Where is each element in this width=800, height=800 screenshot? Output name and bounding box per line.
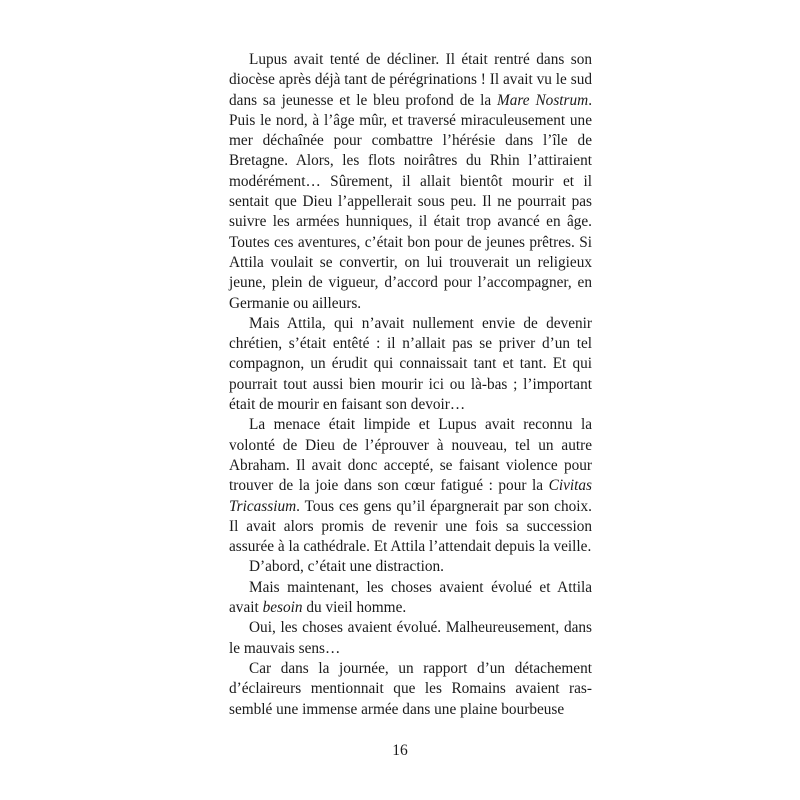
text-run: Mais Attila, qui n’avait nullement envie de devenir chrétien, s’était entêté : il n’allait pas se priver d’un tel compagnon, un érudit qui connaissait tant et tant. Et qui pourrait tout aussi bien mourir ici ou là-bas ; l’important était de mourir en faisant son devoir… xyxy=(229,314,592,414)
text-run: . Puis le nord, à l’âge mûr, et traversé miraculeusement une mer déchaînée pour combattre l’hérésie dans l’île de Bretagne. Alors, les flots noirâtres du Rhin l’attiraient modérément… Sûrement, il allait bientôt mourir et il sentait que Dieu l’appellerait sous peu. Il ne pourrait pas suivre les armées hunniques, il était trop avancé en âge. Toutes ces aventures, c’était bon pour de jeunes prêtres. Si Attila voulait se convertir, on lui trouverait un religieux jeune, plein de vigueur, d’accord pour l’accompagner, en Germanie ou ailleurs. xyxy=(229,91,593,312)
italic-text: Civitas Tricassium xyxy=(229,477,592,515)
italic-text: Mare Nostrum xyxy=(497,91,589,109)
paragraph xyxy=(229,314,592,415)
paragraph xyxy=(229,415,592,557)
text-run: Lupus avait tenté de décliner. Il était rentré dans son diocèse après déjà tant de pérégrinations ! Il avait vu le sud dans sa jeunesse et le bleu profond de la xyxy=(229,51,592,109)
text-run: Car dans la journée, un rapport d’un détachement d’éclaireurs mentionnait que les Romains avaient rassemblé une immense armée dans une plaine bourbeuse xyxy=(229,659,592,718)
text-run: D’abord, c’était une distraction. xyxy=(249,558,444,576)
paragraph xyxy=(229,557,592,577)
paragraph xyxy=(229,618,592,659)
paragraph xyxy=(229,659,592,720)
text-run: . Tous ces gens qu’il épargnerait par son choix. Il avait alors promis de revenir une fois sa succession assurée à la cathédrale. Et Attila l’attendait depuis la veille. xyxy=(229,497,592,556)
text-run: Mais maintenant, les choses avaient évolué et Attila avait xyxy=(229,578,592,617)
paragraph xyxy=(229,578,592,619)
page-number: 16 xyxy=(392,742,408,759)
text-run: Oui, les choses avaient évolué. Malheureusement, dans le mauvais sens… xyxy=(229,619,592,657)
text-run: La menace était limpide et Lupus avait reconnu la volonté de Dieu de l’éprouver à nouveau, tel un autre Abraham. Il avait donc accepté, se faisant violence pour trouver de la joie dans son cœur fatigué : pour la xyxy=(229,416,592,495)
paragraph xyxy=(229,50,592,314)
body-text xyxy=(229,50,592,720)
text-run: du vieil homme. xyxy=(302,599,407,617)
italic-text: besoin xyxy=(262,599,303,617)
